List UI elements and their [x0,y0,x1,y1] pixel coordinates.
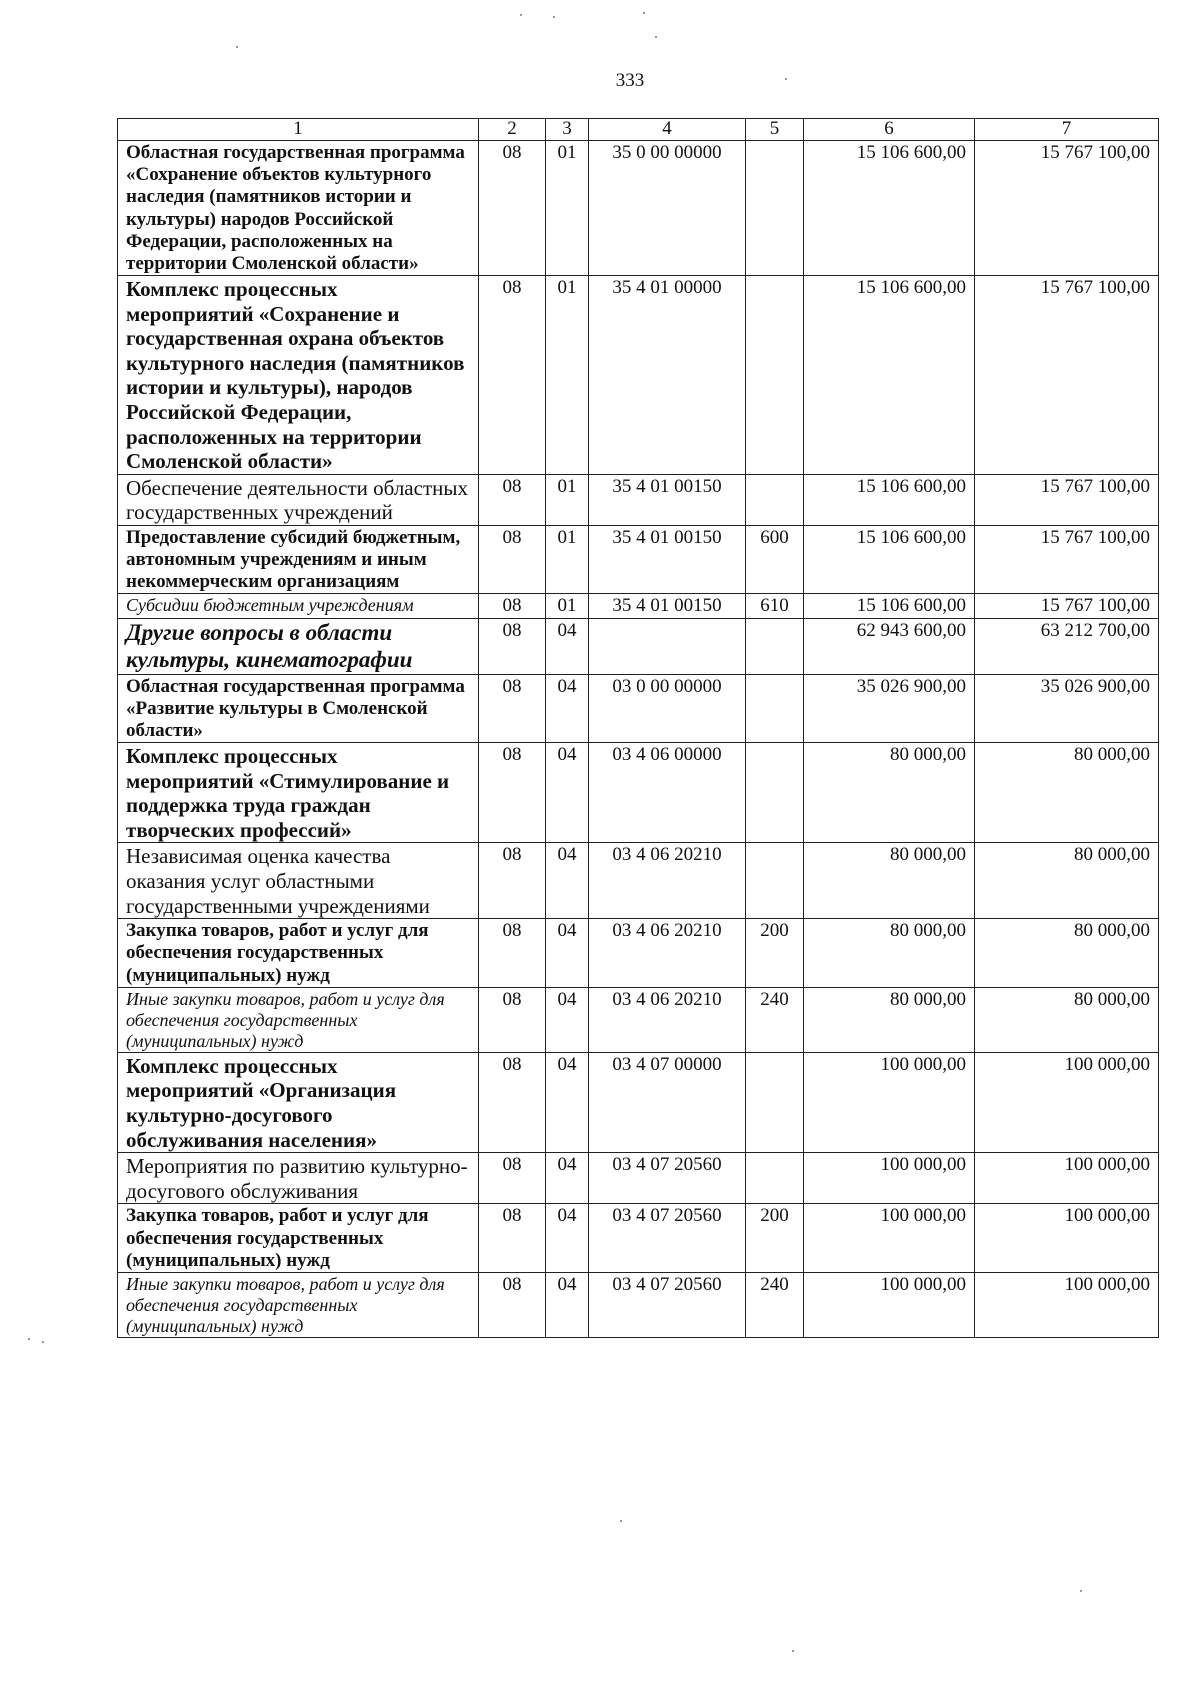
amount-year1-cell: 15 106 600,00 [804,474,975,525]
column-header-row [118,119,1159,141]
table-row [118,276,1159,475]
name-cell: Комплекс процессных мероприятий «Стимулирование и поддержка труда граждан творческих профессий» [118,743,479,843]
amount-year1-cell: 100 000,00 [804,1204,975,1273]
scan-speck [620,1520,622,1522]
scan-speck [785,78,787,80]
section-code-cell: 08 [479,1153,546,1204]
table-row [118,1153,1159,1204]
amount-year2-cell: 15 767 100,00 [975,140,1159,275]
amount-year1-cell: 100 000,00 [804,1153,975,1204]
expense-type-cell [746,618,804,674]
subsection-code-cell: 04 [546,1153,589,1204]
amount-year2-cell: 15 767 100,00 [975,276,1159,475]
amount-year1-cell: 80 000,00 [804,743,975,843]
name-cell: Иные закупки товаров, работ и услуг для обеспечения государственных (муниципальных) нужд [118,987,479,1052]
expense-type-cell [746,1052,804,1152]
amount-year2-cell: 35 026 900,00 [975,674,1159,743]
expense-type-cell [746,674,804,743]
target-article-cell: 03 4 06 20210 [589,919,746,988]
expense-type-cell [746,843,804,919]
target-article-cell: 35 0 00 00000 [589,140,746,275]
section-code-cell: 08 [479,276,546,475]
section-code-cell: 08 [479,674,546,743]
column-header: 7 [975,119,1159,141]
subsection-code-cell: 04 [546,1272,589,1337]
budget-table [117,118,1159,1338]
subsection-code-cell: 01 [546,525,589,594]
column-header: 5 [746,119,804,141]
subsection-code-cell: 04 [546,618,589,674]
scan-speck [42,1341,44,1343]
amount-year1-cell: 15 106 600,00 [804,525,975,594]
name-cell: Предоставление субсидий бюджетным, автономным учреждениям и иным некоммерческим организациям [118,525,479,594]
section-code-cell: 08 [479,1204,546,1273]
name-cell: Областная государственная программа «Сохранение объектов культурного наследия (памятников истории и культуры) народов Российской Федерации, расположенных на территории Смоленской области» [118,140,479,275]
table-row [118,1272,1159,1337]
amount-year2-cell: 100 000,00 [975,1153,1159,1204]
table-row [118,743,1159,843]
target-article-cell: 03 4 07 20560 [589,1204,746,1273]
section-code-cell: 08 [479,919,546,988]
scan-speck [792,1650,794,1652]
expense-type-cell: 610 [746,594,804,618]
subsection-code-cell: 04 [546,743,589,843]
amount-year1-cell: 80 000,00 [804,843,975,919]
target-article-cell: 03 4 06 20210 [589,987,746,1052]
subsection-code-cell: 04 [546,1204,589,1273]
target-article-cell: 35 4 01 00150 [589,594,746,618]
expense-type-cell [746,474,804,525]
table-row [118,525,1159,594]
scan-speck [553,16,555,18]
amount-year1-cell: 80 000,00 [804,919,975,988]
amount-year1-cell: 35 026 900,00 [804,674,975,743]
column-header: 1 [118,119,479,141]
expense-type-cell: 240 [746,987,804,1052]
name-cell: Комплекс процессных мероприятий «Сохранение и государственная охрана объектов культурного наследия (памятников истории и культуры), народов Российской Федерации, расположенных на территории Смоленской области» [118,276,479,475]
table-row [118,618,1159,674]
name-cell: Закупка товаров, работ и услуг для обеспечения государственных (муниципальных) нужд [118,1204,479,1273]
column-header: 6 [804,119,975,141]
amount-year1-cell: 62 943 600,00 [804,618,975,674]
expense-type-cell: 200 [746,1204,804,1273]
name-cell: Субсидии бюджетным учреждениям [118,594,479,618]
section-code-cell: 08 [479,843,546,919]
name-cell: Иные закупки товаров, работ и услуг для обеспечения государственных (муниципальных) нужд [118,1272,479,1337]
expense-type-cell: 600 [746,525,804,594]
amount-year1-cell: 15 106 600,00 [804,594,975,618]
name-cell: Мероприятия по развитию культурно-досугового обслуживания [118,1153,479,1204]
section-code-cell: 08 [479,594,546,618]
subsection-code-cell: 04 [546,1052,589,1152]
table-row [118,843,1159,919]
expense-type-cell [746,1153,804,1204]
section-code-cell: 08 [479,1272,546,1337]
amount-year2-cell: 15 767 100,00 [975,474,1159,525]
page-number: 333 [615,70,645,91]
target-article-cell: 35 4 01 00000 [589,276,746,475]
subsection-code-cell: 01 [546,276,589,475]
table-row [118,594,1159,618]
section-code-cell: 08 [479,1052,546,1152]
table-row [118,1052,1159,1152]
name-cell: Обеспечение деятельности областных государственных учреждений [118,474,479,525]
amount-year2-cell: 80 000,00 [975,843,1159,919]
subsection-code-cell: 01 [546,474,589,525]
table-row [118,1204,1159,1273]
subsection-code-cell: 04 [546,674,589,743]
target-article-cell: 35 4 01 00150 [589,474,746,525]
column-header: 4 [589,119,746,141]
amount-year2-cell: 80 000,00 [975,743,1159,843]
table-row [118,919,1159,988]
target-article-cell: 03 0 00 00000 [589,674,746,743]
table-row [118,987,1159,1052]
scan-speck [236,46,238,48]
expense-type-cell: 200 [746,919,804,988]
target-article-cell: 03 4 07 00000 [589,1052,746,1152]
amount-year2-cell: 100 000,00 [975,1052,1159,1152]
name-cell: Другие вопросы в области культуры, кинематографии [118,618,479,674]
amount-year1-cell: 100 000,00 [804,1272,975,1337]
amount-year2-cell: 15 767 100,00 [975,594,1159,618]
subsection-code-cell: 01 [546,140,589,275]
section-code-cell: 08 [479,987,546,1052]
subsection-code-cell: 04 [546,843,589,919]
section-code-cell: 08 [479,474,546,525]
amount-year2-cell: 100 000,00 [975,1272,1159,1337]
amount-year2-cell: 80 000,00 [975,919,1159,988]
amount-year1-cell: 15 106 600,00 [804,276,975,475]
amount-year1-cell: 100 000,00 [804,1052,975,1152]
section-code-cell: 08 [479,525,546,594]
amount-year1-cell: 80 000,00 [804,987,975,1052]
scan-speck [520,14,522,16]
expense-type-cell [746,140,804,275]
target-article-cell [589,618,746,674]
scan-speck [28,1338,30,1340]
subsection-code-cell: 01 [546,594,589,618]
target-article-cell: 03 4 07 20560 [589,1153,746,1204]
scan-speck [655,36,657,38]
expense-type-cell [746,743,804,843]
amount-year1-cell: 15 106 600,00 [804,140,975,275]
subsection-code-cell: 04 [546,987,589,1052]
name-cell: Закупка товаров, работ и услуг для обеспечения государственных (муниципальных) нужд [118,919,479,988]
amount-year2-cell: 100 000,00 [975,1204,1159,1273]
table-row [118,140,1159,275]
section-code-cell: 08 [479,140,546,275]
scan-speck [1080,1590,1082,1592]
target-article-cell: 03 4 06 20210 [589,843,746,919]
column-header: 2 [479,119,546,141]
target-article-cell: 03 4 06 00000 [589,743,746,843]
table-row [118,474,1159,525]
section-code-cell: 08 [479,743,546,843]
amount-year2-cell: 63 212 700,00 [975,618,1159,674]
table-row [118,674,1159,743]
subsection-code-cell: 04 [546,919,589,988]
target-article-cell: 35 4 01 00150 [589,525,746,594]
scan-speck [643,12,645,14]
expense-type-cell: 240 [746,1272,804,1337]
target-article-cell: 03 4 07 20560 [589,1272,746,1337]
amount-year2-cell: 80 000,00 [975,987,1159,1052]
name-cell: Комплекс процессных мероприятий «Организация культурно-досугового обслуживания населения» [118,1052,479,1152]
section-code-cell: 08 [479,618,546,674]
amount-year2-cell: 15 767 100,00 [975,525,1159,594]
name-cell: Областная государственная программа «Развитие культуры в Смоленской области» [118,674,479,743]
expense-type-cell [746,276,804,475]
name-cell: Независимая оценка качества оказания услуг областными государственными учреждениями [118,843,479,919]
column-header: 3 [546,119,589,141]
